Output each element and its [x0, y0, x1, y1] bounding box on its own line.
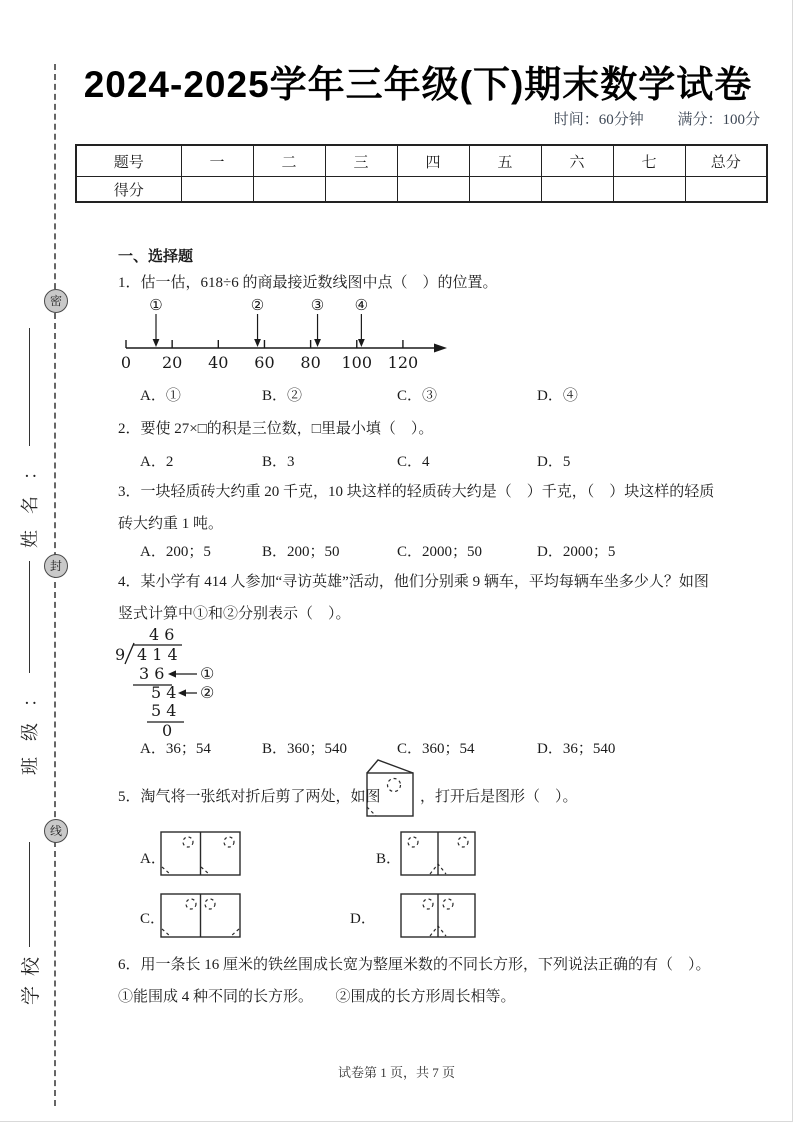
tick-label: 40 — [208, 353, 229, 372]
col-4: 四 — [397, 145, 469, 177]
seal-char-xian: 线 — [44, 819, 68, 843]
tick-label: 80 — [300, 353, 321, 372]
col-total: 总分 — [685, 145, 767, 177]
point-label: ② — [250, 296, 265, 314]
seal-char-feng: 封 — [44, 554, 68, 578]
q3-option-b: B．200；50 — [262, 544, 340, 560]
point-label: ③ — [310, 296, 325, 314]
name-field-label: 姓名： — [20, 446, 40, 548]
q3-option-a: A．200；5 — [140, 544, 211, 560]
corner-cut-mark — [367, 807, 376, 816]
q4-long-division-figure — [112, 626, 247, 740]
score-cell — [253, 177, 325, 203]
cut-circle-mark — [458, 837, 468, 847]
col-6: 六 — [541, 145, 613, 177]
cut-circle-mark — [205, 899, 215, 909]
score-cell — [685, 177, 767, 203]
time-limit: 时间：60分钟 — [553, 112, 644, 128]
tick-label: 100 — [341, 353, 373, 372]
q1-numberline-figure — [112, 296, 457, 376]
point-label: ④ — [354, 296, 369, 314]
q5-text-before: 5．淘气将一张纸对折后剪了两处，如图 — [118, 789, 381, 805]
division-bracket-slash — [125, 643, 134, 664]
cut-circle-mark — [443, 899, 453, 909]
row2-label: 得分 — [76, 177, 181, 203]
q4-option-b: B．360；540 — [262, 741, 348, 757]
q5-text-after: ，打开后是图形（ ）。 — [420, 789, 578, 805]
q5-option-d-figure — [400, 893, 477, 939]
q4-option-a: A．36；54 — [140, 741, 211, 757]
q3-option-c: C．2000；50 — [397, 544, 483, 560]
q5-option-c-figure — [160, 893, 242, 939]
q3-option-d: D．2000；5 — [537, 544, 616, 560]
point-arrowhead — [254, 339, 261, 347]
col-1: 一 — [181, 145, 253, 177]
row1-label: 题号 — [76, 145, 181, 177]
score-table — [75, 144, 768, 203]
col-5: 五 — [469, 145, 541, 177]
school-field-label: 学校 — [20, 946, 42, 1005]
corner-cut-mark — [162, 929, 170, 936]
tick-label: 20 — [161, 353, 183, 372]
q5-option-b-label: B． — [376, 851, 402, 867]
q2-option-c: C．4 — [397, 454, 430, 470]
seal-dashed-line — [54, 64, 56, 1106]
score-cell — [541, 177, 613, 203]
score-cell — [613, 177, 685, 203]
col-7: 七 — [613, 145, 685, 177]
corner-cut-mark — [201, 867, 209, 874]
q2-option-d: D．5 — [537, 454, 571, 470]
division-divisor: 9 — [115, 645, 126, 664]
question-number-row — [76, 145, 767, 177]
q5-option-c-label: C． — [140, 911, 166, 927]
cut-circle-mark — [408, 837, 418, 847]
axis-arrowhead — [434, 344, 447, 353]
name-field — [16, 328, 42, 548]
tick-label: 0 — [120, 353, 132, 372]
division-step2: 5 4 — [151, 683, 177, 702]
point-arrowhead — [314, 339, 321, 347]
fold-flap — [367, 760, 413, 773]
name-blank-line — [28, 328, 30, 446]
cut-circle-mark — [186, 899, 196, 909]
col-3: 三 — [325, 145, 397, 177]
division-remainder: 0 — [162, 721, 173, 740]
q2-option-b: B．3 — [262, 454, 295, 470]
q5-option-b-figure — [400, 831, 477, 877]
seal-char-mi: 密 — [44, 289, 68, 313]
q6-text-line-2: ①能围成 4 种不同的长方形。 ②围成的长方形周长相等。 — [118, 989, 516, 1005]
q1-options-row — [140, 384, 760, 406]
q5-option-a-figure — [160, 831, 242, 877]
score-row — [76, 177, 767, 203]
score-cell — [469, 177, 541, 203]
step2-arrowhead — [178, 689, 186, 696]
q5-option-a-label: A． — [140, 851, 166, 867]
class-field — [16, 561, 42, 775]
q4-text-line-1: 4．某小学有 414 人参加“寻访英雄”活动，他们分别乘 9 辆车，平均每辆车坐多少人？如图 — [118, 574, 709, 590]
school-blank-line — [28, 842, 30, 947]
q1-option-d: D．④ — [537, 388, 578, 404]
q3-text-line-1: 3．一块轻质砖大约重 20 千克，10 块这样的轻质砖大约是（ ）千克，（ ）块这样的轻质 — [118, 484, 715, 500]
point-label: ① — [149, 296, 163, 314]
score-cell — [325, 177, 397, 203]
step1-arrowhead — [168, 670, 176, 677]
q2-text: 2．要使 27×□的积是三位数，□里最小填（ ）。 — [118, 421, 434, 437]
cut-circle-mark — [388, 779, 401, 792]
q2-option-a: A．2 — [140, 454, 174, 470]
division-step3: 5 4 — [151, 701, 177, 720]
cut-circle-mark — [423, 899, 433, 909]
division-dividend: 4 1 4 — [137, 645, 178, 664]
q2-options-row — [140, 450, 760, 472]
step1-tag: ① — [200, 664, 215, 683]
q4-text-line-2: 竖式计算中①和②分别表示（ ）。 — [118, 606, 351, 622]
corner-cut-mark — [231, 929, 239, 936]
q4-option-d: D．36；540 — [537, 741, 616, 757]
class-blank-line — [28, 561, 30, 673]
division-step1: 3 6 — [139, 664, 165, 683]
step2-tag: ② — [200, 683, 215, 702]
school-field — [16, 842, 42, 1005]
q3-text-line-2: 砖大约重 1 吨。 — [118, 516, 224, 532]
point-arrowhead — [358, 339, 365, 347]
q5-folded-paper-figure — [364, 757, 418, 819]
page-footer: 试卷第 1 页，共 7 页 — [337, 1065, 455, 1080]
q5-option-d-label: D． — [350, 911, 376, 927]
q1-option-c: C．③ — [397, 388, 438, 404]
q4-option-c: C．360；54 — [397, 741, 475, 757]
q1-text: 1．估一估，618÷6 的商最接近数线图中点（ ）的位置。 — [118, 275, 498, 291]
cut-circle-mark — [183, 837, 193, 847]
page-title: 2024-2025学年三年级(下)期末数学试卷 — [83, 64, 753, 105]
q1-option-a: A．① — [140, 388, 181, 404]
point-arrowhead — [153, 339, 160, 347]
col-2: 二 — [253, 145, 325, 177]
corner-cut-mark — [162, 867, 170, 874]
tick-label: 120 — [387, 353, 419, 372]
cut-circle-mark — [224, 837, 234, 847]
q1-option-b: B．② — [262, 388, 303, 404]
full-score: 满分：100分 — [677, 112, 760, 128]
class-field-label: 班级： — [20, 673, 40, 775]
tick-label: 60 — [254, 353, 275, 372]
q3-options-row — [140, 540, 760, 562]
q4-options-row — [140, 737, 760, 759]
q6-text-line-1: 6．用一条长 16 厘米的铁丝围成长宽为整厘米数的不同长方形，下列说法正确的有（ ）。 — [118, 957, 711, 973]
exam-meta — [524, 108, 760, 129]
score-cell — [181, 177, 253, 203]
section-title: 一、选择题 — [118, 249, 194, 265]
division-quotient: 4 6 — [149, 626, 175, 644]
score-cell — [397, 177, 469, 203]
